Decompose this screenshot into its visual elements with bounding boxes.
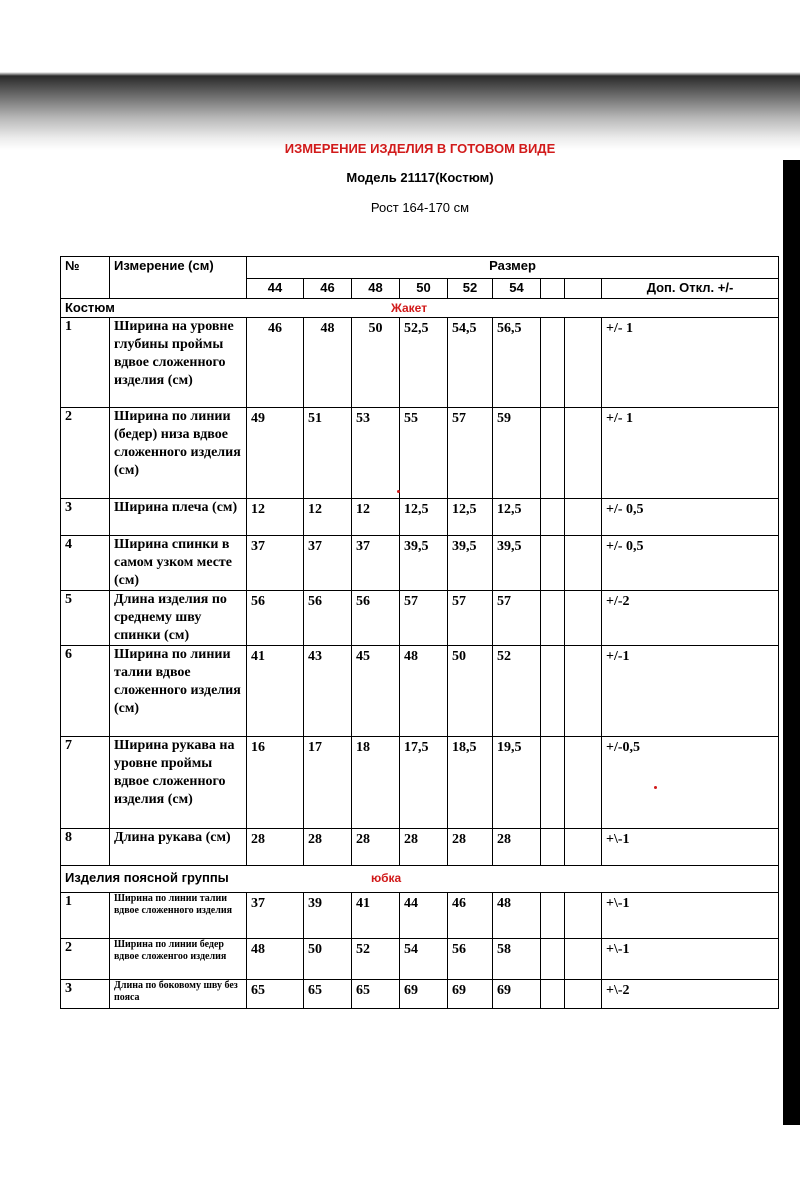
- row-number: 7: [61, 737, 110, 829]
- row-value: 46: [448, 893, 493, 939]
- table-header-row: [61, 257, 779, 279]
- table-row: [61, 939, 779, 980]
- header-measure: Измерение (см): [110, 257, 247, 299]
- row-measure: Ширина по линии талии вдвое сложенного изделия (см): [110, 646, 247, 737]
- measurement-table: [60, 256, 779, 1009]
- row-tolerance: +/- 0,5: [602, 536, 779, 591]
- empty-cell: [541, 279, 565, 299]
- row-value: 69: [400, 980, 448, 1009]
- row-value: 39: [304, 893, 352, 939]
- row-tolerance: +\-1: [602, 893, 779, 939]
- row-tolerance: +/- 1: [602, 408, 779, 499]
- scan-shadow-band: [0, 0, 800, 150]
- section-item-label: юбка: [371, 871, 402, 885]
- empty-cell: [541, 646, 565, 737]
- empty-cell: [565, 318, 602, 408]
- row-value: 16: [247, 737, 304, 829]
- model-label: Модель 21117(Костюм): [346, 170, 494, 185]
- table-row: [61, 646, 779, 737]
- size-cell: 48: [352, 279, 400, 299]
- size-cell: 44: [247, 279, 304, 299]
- empty-cell: [541, 499, 565, 536]
- row-tolerance: +/- 0,5: [602, 499, 779, 536]
- row-value: 18: [352, 737, 400, 829]
- row-number: 6: [61, 646, 110, 737]
- header-no: №: [61, 257, 110, 299]
- table-row: [61, 536, 779, 591]
- row-measure: Длина изделия по среднему шву спинки (см): [110, 591, 247, 646]
- row-value: 57: [448, 408, 493, 499]
- header-tolerance: Доп. Откл. +/-: [602, 279, 779, 299]
- row-value: 56: [304, 591, 352, 646]
- row-value: 17: [304, 737, 352, 829]
- row-value: 56: [352, 591, 400, 646]
- row-value: 57: [400, 591, 448, 646]
- empty-cell: [565, 939, 602, 980]
- row-value: 48: [400, 646, 448, 737]
- scan-edge-band: [783, 160, 800, 1125]
- row-number: 5: [61, 591, 110, 646]
- row-value: 28: [448, 829, 493, 866]
- row-value: 12,5: [400, 499, 448, 536]
- section-row-suit: [61, 299, 779, 318]
- row-measure: Ширина на уровне глубины проймы вдвое сложенного изделия (см): [110, 318, 247, 408]
- section-row-waist: [61, 866, 779, 893]
- size-cell: 54: [493, 279, 541, 299]
- row-number: 1: [61, 893, 110, 939]
- empty-cell: [565, 536, 602, 591]
- size-cell: 52: [448, 279, 493, 299]
- red-mark: [654, 786, 657, 789]
- row-number: 8: [61, 829, 110, 866]
- row-number: 1: [61, 318, 110, 408]
- empty-cell: [541, 536, 565, 591]
- section-item-label: Жакет: [391, 301, 428, 315]
- empty-cell: [541, 737, 565, 829]
- row-value: 46: [247, 318, 304, 408]
- row-tolerance: +\-1: [602, 829, 779, 866]
- row-value: 12: [304, 499, 352, 536]
- empty-cell: [541, 318, 565, 408]
- empty-cell: [541, 829, 565, 866]
- empty-cell: [565, 408, 602, 499]
- row-number: 2: [61, 939, 110, 980]
- row-number: 3: [61, 980, 110, 1009]
- empty-cell: [565, 893, 602, 939]
- table-row: [61, 408, 779, 499]
- row-value: 28: [400, 829, 448, 866]
- row-value: 55: [400, 408, 448, 499]
- size-cell: 50: [400, 279, 448, 299]
- row-value: 53: [352, 408, 400, 499]
- empty-cell: [541, 408, 565, 499]
- table-row: [61, 980, 779, 1009]
- row-value: 52,5: [400, 318, 448, 408]
- row-value: 28: [352, 829, 400, 866]
- row-number: 2: [61, 408, 110, 499]
- empty-cell: [565, 980, 602, 1009]
- row-value: 49: [247, 408, 304, 499]
- row-value: 37: [247, 536, 304, 591]
- row-value: 28: [304, 829, 352, 866]
- row-value: 37: [247, 893, 304, 939]
- row-value: 51: [304, 408, 352, 499]
- row-value: 45: [352, 646, 400, 737]
- empty-cell: [565, 737, 602, 829]
- table-row: [61, 318, 779, 408]
- row-measure: Ширина плеча (см): [110, 499, 247, 536]
- height-label: Рост 164-170 см: [370, 200, 470, 215]
- row-value: 17,5: [400, 737, 448, 829]
- table-row: [61, 591, 779, 646]
- empty-cell: [565, 499, 602, 536]
- row-value: 39,5: [493, 536, 541, 591]
- row-value: 57: [493, 591, 541, 646]
- row-value: 41: [352, 893, 400, 939]
- empty-cell: [541, 939, 565, 980]
- section-label: Костюм: [65, 300, 115, 315]
- row-value: 12,5: [493, 499, 541, 536]
- row-value: 48: [493, 893, 541, 939]
- row-value: 19,5: [493, 737, 541, 829]
- row-value: 58: [493, 939, 541, 980]
- row-value: 41: [247, 646, 304, 737]
- row-value: 48: [247, 939, 304, 980]
- row-tolerance: +/-2: [602, 591, 779, 646]
- row-tolerance: +\-1: [602, 939, 779, 980]
- row-value: 52: [352, 939, 400, 980]
- row-number: 3: [61, 499, 110, 536]
- size-cell: 46: [304, 279, 352, 299]
- row-value: 54: [400, 939, 448, 980]
- red-mark: [397, 490, 400, 493]
- empty-cell: [541, 980, 565, 1009]
- empty-cell: [565, 591, 602, 646]
- row-value: 50: [448, 646, 493, 737]
- row-value: 69: [493, 980, 541, 1009]
- row-value: 28: [493, 829, 541, 866]
- row-value: 57: [448, 591, 493, 646]
- table-row: [61, 737, 779, 829]
- table-row: [61, 829, 779, 866]
- row-value: 28: [247, 829, 304, 866]
- row-value: 39,5: [400, 536, 448, 591]
- row-value: 44: [400, 893, 448, 939]
- section-label: Изделия поясной группы: [65, 870, 229, 885]
- row-tolerance: +/- 1: [602, 318, 779, 408]
- empty-cell: [565, 646, 602, 737]
- row-value: 12,5: [448, 499, 493, 536]
- row-value: 65: [352, 980, 400, 1009]
- row-value: 12: [247, 499, 304, 536]
- row-measure: Ширина по линии (бедер) низа вдвое сложенного изделия (см): [110, 408, 247, 499]
- row-value: 18,5: [448, 737, 493, 829]
- row-tolerance: +/-0,5: [602, 737, 779, 829]
- header-size: Размер: [247, 257, 779, 279]
- page-title: ИЗМЕРЕНИЕ ИЗДЕЛИЯ В ГОТОВОМ ВИДЕ: [284, 141, 556, 156]
- row-value: 12: [352, 499, 400, 536]
- row-value: 69: [448, 980, 493, 1009]
- row-value: 37: [304, 536, 352, 591]
- row-measure: Ширина по линии талии вдвое сложенного изделия: [110, 893, 247, 939]
- row-value: 52: [493, 646, 541, 737]
- table-row: [61, 499, 779, 536]
- row-value: 43: [304, 646, 352, 737]
- row-measure: Ширина рукава на уровне проймы вдвое сложенного изделия (см): [110, 737, 247, 829]
- row-number: 4: [61, 536, 110, 591]
- table-row: [61, 893, 779, 939]
- row-value: 48: [304, 318, 352, 408]
- row-value: 65: [247, 980, 304, 1009]
- row-value: 37: [352, 536, 400, 591]
- row-value: 54,5: [448, 318, 493, 408]
- row-value: 56: [247, 591, 304, 646]
- row-value: 59: [493, 408, 541, 499]
- row-value: 56: [448, 939, 493, 980]
- row-tolerance: +\-2: [602, 980, 779, 1009]
- row-value: 50: [304, 939, 352, 980]
- row-value: 65: [304, 980, 352, 1009]
- row-measure: Длина по боковому шву без пояса: [110, 980, 247, 1009]
- empty-cell: [565, 279, 602, 299]
- row-measure: Ширина по линии бедер вдвое сложенгоо изделия: [110, 939, 247, 980]
- empty-cell: [541, 591, 565, 646]
- row-tolerance: +/-1: [602, 646, 779, 737]
- row-measure: Ширина спинки в самом узком месте (см): [110, 536, 247, 591]
- row-value: 39,5: [448, 536, 493, 591]
- row-value: 50: [352, 318, 400, 408]
- row-value: 56,5: [493, 318, 541, 408]
- empty-cell: [541, 893, 565, 939]
- row-measure: Длина рукава (см): [110, 829, 247, 866]
- empty-cell: [565, 829, 602, 866]
